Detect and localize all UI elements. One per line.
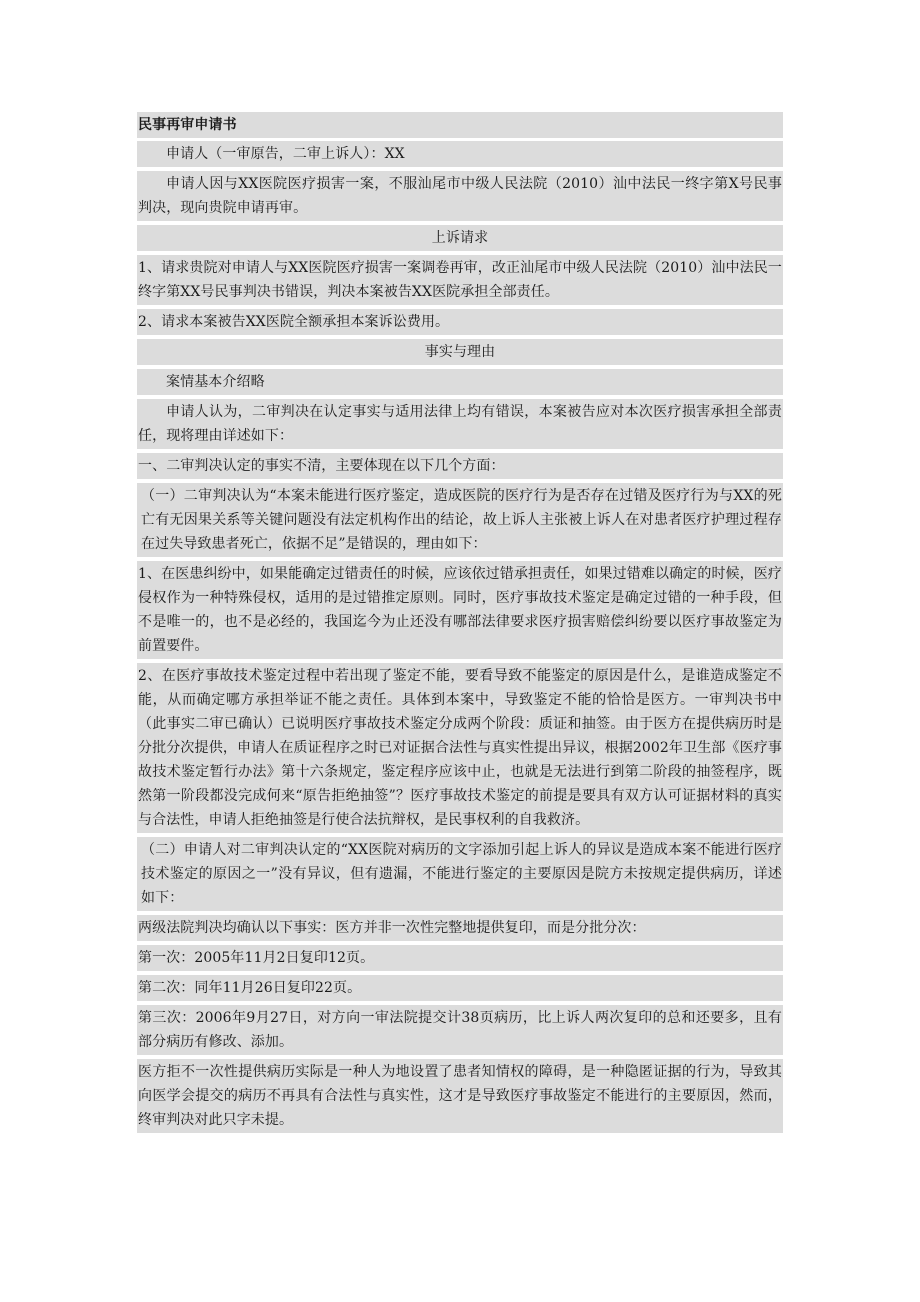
request-2: 2、请求本案被告XX医院全额承担本案诉讼费用。: [137, 309, 783, 335]
document-body: [137, 112, 783, 1137]
third-copy: 第三次：2006年9月27日，对方向一审法院提交计38页病历，比上诉人两次复印的总和还要多，且有部分病历有修改、添加。: [137, 1005, 783, 1055]
applicant-line: 申请人（一审原告，二审上诉人）：XX: [137, 141, 783, 167]
request-1: 1、请求贵院对申请人与XX医院医疗损害一案调卷再审，改正汕尾市中级人民法院（2010）汕中法民一终字第XX号民事判决书错误，判决本案被告XX医院承担全部责任。: [137, 255, 783, 305]
document-title: 民事再审申请书: [137, 112, 783, 138]
reason-1: 1、在医患纠纷中，如果能确定过错责任的时候，应该依过错承担责任，如果过错难以确定的时候，医疗侵权作为一种特殊侵权，适用的是过错推定原则。同时，医疗事故技术鉴定是确定过错的一种手段，但不是唯一的，也不是必经的，我国迄今为止还没有哪部法律要求医疗损害赔偿纠纷要以医疗事故鉴定为前置要件。: [137, 561, 783, 659]
intro-paragraph: 申请人因与XX医院医疗损害一案，不服汕尾市中级人民法院（2010）汕中法民一终字第X号民事判决，现向贵院申请再审。: [137, 171, 783, 221]
sub-point-two: （二）申请人对二审判决认定的“XX医院对病历的文字添加引起上诉人的异议是造成本案不能进行医疗技术鉴定的原因之一”没有异议，但有遗漏，不能进行鉴定的主要原因是院方未按规定提供病历，详述如下：: [137, 837, 783, 911]
conclusion-paragraph: 医方拒不一次性提供病历实际是一种人为地设置了患者知情权的障碍，是一种隐匿证据的行为，导致其向医学会提交的病历不再具有合法性与真实性，这才是导致医疗事故鉴定不能进行的主要原因，然而，终审判决对此只字未提。: [137, 1059, 783, 1133]
claim-statement: 申请人认为，二审判决在认定事实与适用法律上均有错误，本案被告应对本次医疗损害承担全部责任，现将理由详述如下：: [137, 399, 783, 449]
second-copy: 第二次：同年11月26日复印22页。: [137, 975, 783, 1001]
heading-requests: 上诉请求: [137, 225, 783, 251]
point-one: 一、二审判决认定的事实不清，主要体现在以下几个方面：: [137, 453, 783, 479]
sub-point-one: （一）二审判决认为“本案未能进行医疗鉴定，造成医院的医疗行为是否存在过错及医疗行为与XX的死亡有无因果关系等关键问题没有法定机构作出的结论，故上诉人主张被上诉人在对患者医疗护理过程存在过失导致患者死亡，依据不足”是错误的，理由如下：: [137, 483, 783, 557]
first-copy: 第一次：2005年11月2日复印12页。: [137, 945, 783, 971]
case-summary: 案情基本介绍略: [137, 369, 783, 395]
heading-facts: 事实与理由: [137, 339, 783, 365]
reason-2: 2、在医疗事故技术鉴定过程中若出现了鉴定不能，要看导致不能鉴定的原因是什么，是谁造成鉴定不能，从而确定哪方承担举证不能之责任。具体到本案中，导致鉴定不能的恰恰是医方。一审判决书中（此事实二审已确认）已说明医疗事故技术鉴定分成两个阶段：质证和抽签。由于医方在提供病历时是分批分次提供，申请人在质证程序之时已对证据合法性与真实性提出异议，根据2002年卫生部《医疗事故技术鉴定暂行办法》第十六条规定，鉴定程序应该中止，也就是无法进行到第二阶段的抽签程序，既然第一阶段都没完成何来“原告拒绝抽签”？医疗事故技术鉴定的前提是要具有双方认可证据材料的真实与合法性，申请人拒绝抽签是行使合法抗辩权，是民事权利的自我救济。: [137, 663, 783, 833]
facts-confirmed: 两级法院判决均确认以下事实：医方并非一次性完整地提供复印，而是分批分次：: [137, 915, 783, 941]
